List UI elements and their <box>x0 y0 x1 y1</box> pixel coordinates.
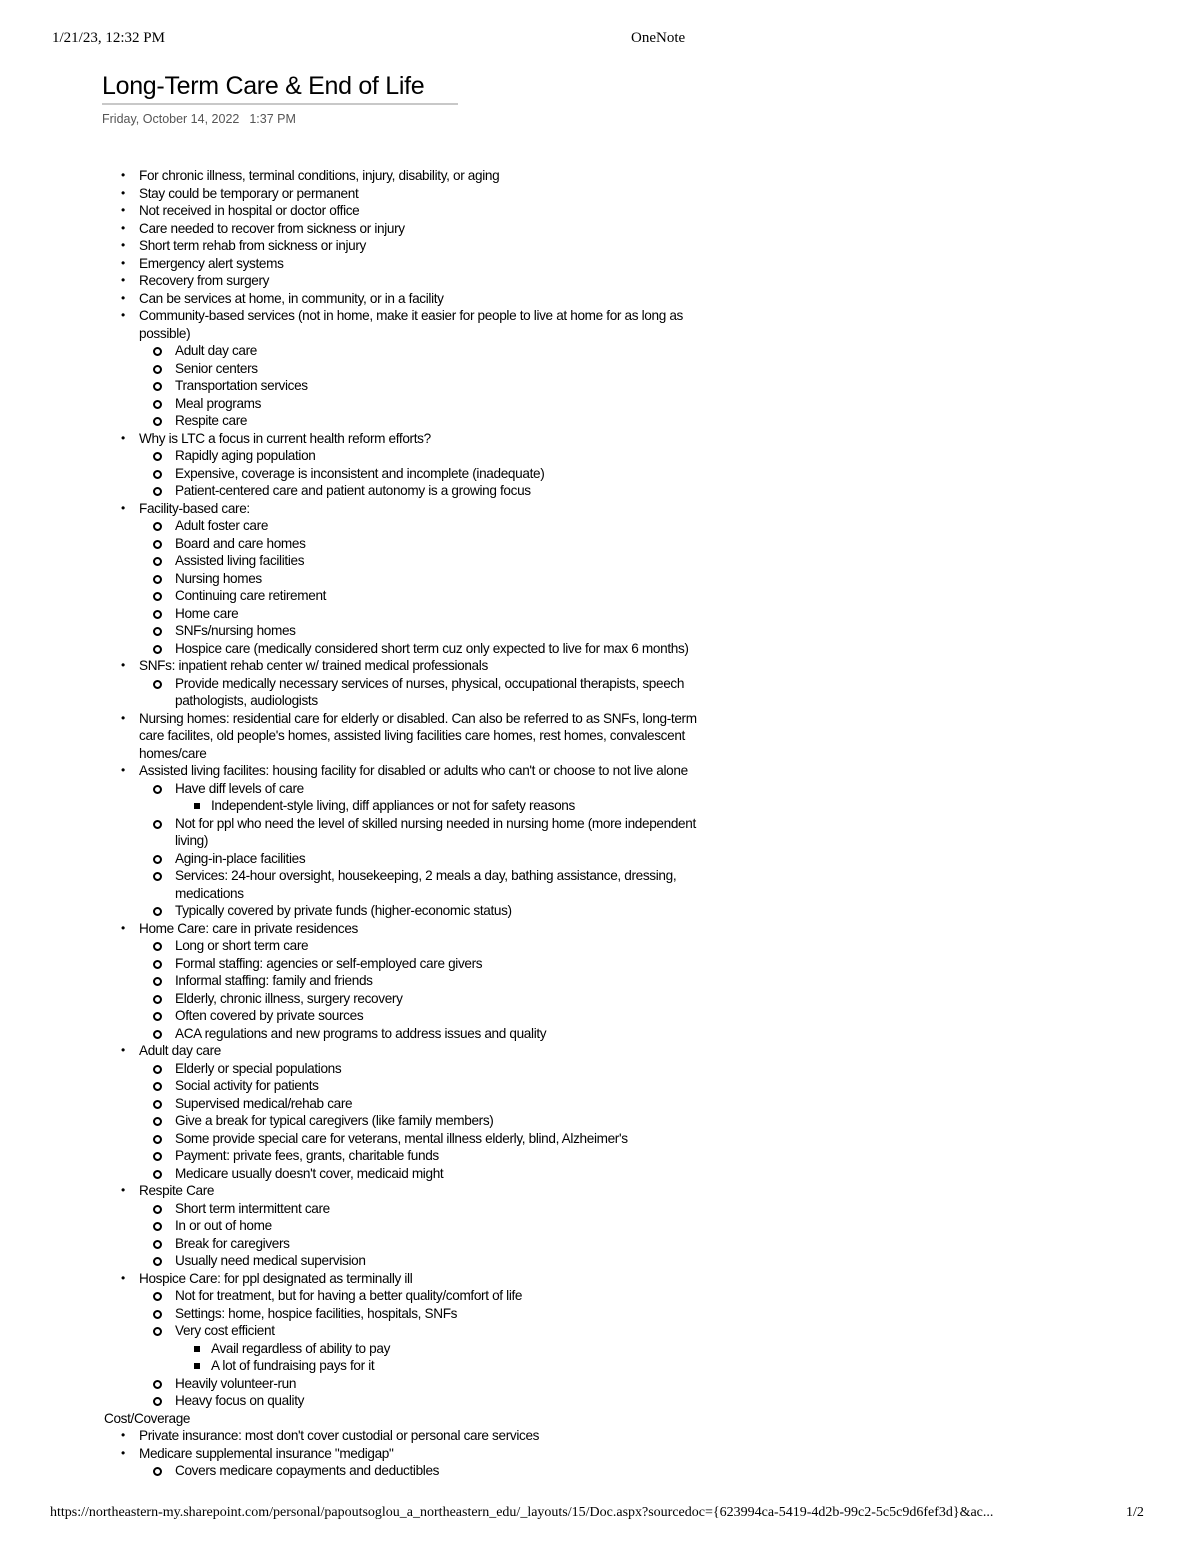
note-text: SNFs: inpatient rehab center w/ trained medical professionals <box>139 658 488 673</box>
note-item-level-2 <box>0 517 1200 535</box>
note-item-level-1 <box>0 202 1200 220</box>
note-text: Meal programs <box>175 395 262 411</box>
note-text: Nursing homes: residential care for elderly or disabled. Can also be referred to as SNFs, long-term care facilites, old people's homes, assisted living facilities care homes, rest homes, convalescent homes/care <box>139 710 697 761</box>
page-time: 1:37 PM <box>249 112 296 126</box>
note-text: Nursing homes <box>175 570 262 586</box>
note-item-level-2 <box>0 552 1200 570</box>
bullet-dot-icon: • <box>121 168 125 182</box>
bullet-circle-icon <box>153 1117 162 1126</box>
note-text: Home Care: care in private residences <box>139 920 359 936</box>
bullet-dot-icon: • <box>121 500 125 515</box>
note-text: Break for caregivers <box>175 1235 290 1251</box>
note-item-level-2 <box>0 1130 705 1148</box>
note-text: Care needed to recover from sickness or injury <box>139 220 405 236</box>
note-item-level-3 <box>0 1340 1200 1358</box>
note-text: Medicare supplemental insurance "medigap" <box>139 1445 394 1461</box>
note-item-level-1 <box>0 657 1200 675</box>
bullet-circle-icon <box>153 1397 162 1406</box>
note-text: Social activity for patients <box>175 1078 319 1093</box>
bullet-circle-icon <box>153 627 162 636</box>
note-text: Adult foster care <box>175 518 269 533</box>
bullet-circle-icon <box>153 960 162 969</box>
bullet-dot-icon: • <box>121 290 125 305</box>
note-text: Typically covered by private funds (higher-economic status) <box>175 903 512 918</box>
note-text: Facility-based care: <box>139 500 250 516</box>
bullet-circle-icon <box>153 452 162 461</box>
note-text: Usually need medical supervision <box>175 1253 366 1268</box>
bullet-dot-icon: • <box>121 238 125 252</box>
note-item-level-1 <box>0 255 1200 273</box>
note-item-level-1 <box>0 290 1200 308</box>
note-text: Not for treatment, but for having a better quality/comfort of life <box>175 1288 523 1303</box>
print-page-number: 1/2 <box>1126 1505 1144 1520</box>
note-item-level-2 <box>0 360 1200 378</box>
note-item-level-2 <box>0 605 1200 623</box>
note-text: Patient-centered care and patient autonomy is a growing focus <box>175 483 531 498</box>
note-text: Adult day care <box>139 1043 221 1058</box>
note-item-level-2 <box>0 1305 1200 1323</box>
note-item-level-1 <box>0 307 704 342</box>
note-text: For chronic illness, terminal conditions, injury, disability, or aging <box>139 168 500 183</box>
note-text: Hospice care (medically considered short term cuz only expected to live for max 6 months) <box>175 640 689 656</box>
note-text: Long or short term care <box>175 938 309 953</box>
note-item-level-2 <box>0 447 1200 465</box>
note-text: Respite care <box>175 413 248 428</box>
bullet-dot-icon: • <box>121 185 125 200</box>
print-datetime: 1/21/23, 12:32 PM <box>52 30 165 46</box>
bullet-circle-icon <box>153 540 162 549</box>
note-item-level-1 <box>0 167 1200 185</box>
note-text: Provide medically necessary services of nurses, physical, occupational therapists, speech pathologists, audiologists <box>175 675 685 708</box>
bullet-dot-icon: • <box>121 203 125 217</box>
note-text: ACA regulations and new programs to address issues and quality <box>175 1025 547 1041</box>
bullet-circle-icon <box>153 1205 162 1214</box>
note-item-level-2 <box>0 1235 1200 1253</box>
note-item-level-1 <box>0 1427 1200 1445</box>
note-item-level-2 <box>0 1095 1200 1113</box>
note-text: Can be services at home, in community, or in a facility <box>139 290 444 306</box>
note-item-level-2 <box>0 482 1200 500</box>
note-text: Community-based services (not in home, make it easier for people to live at home for as long as possible) <box>139 308 684 341</box>
note-text: Elderly or special populations <box>175 1060 342 1076</box>
note-text: Settings: home, hospice facilities, hospitals, SNFs <box>175 1305 458 1321</box>
bullet-dot-icon: • <box>121 430 125 445</box>
bullet-circle-icon <box>153 1222 162 1231</box>
bullet-circle-icon <box>153 1065 162 1074</box>
note-text: Emergency alert systems <box>139 255 284 271</box>
note-text: Private insurance: most don't cover custodial or personal care services <box>139 1428 540 1443</box>
bullet-circle-icon <box>153 1135 162 1144</box>
note-heading <box>0 1410 1200 1428</box>
note-item-level-2 <box>0 1392 1200 1410</box>
note-text: SNFs/nursing homes <box>175 623 296 638</box>
note-text: Short term intermittent care <box>175 1200 330 1216</box>
note-text: Have diff levels of care <box>175 780 304 796</box>
note-item-level-1 <box>0 272 1200 290</box>
note-text: Respite Care <box>139 1183 215 1198</box>
note-text: Transportation services <box>175 378 308 393</box>
note-text: Formal staffing: agencies or self-employed care givers <box>175 955 483 971</box>
note-item-level-1 <box>0 237 1200 255</box>
bullet-circle-icon <box>153 487 162 496</box>
note-item-level-2 <box>0 412 1200 430</box>
note-item-level-2 <box>0 1322 1200 1340</box>
bullet-circle-icon <box>153 680 162 689</box>
note-item-level-2 <box>0 1217 1200 1235</box>
note-item-level-1 <box>0 185 1200 203</box>
note-text: Informal staffing: family and friends <box>175 973 373 988</box>
note-item-level-2 <box>0 955 1200 973</box>
bullet-square-icon <box>194 1346 200 1352</box>
note-text: Give a break for typical caregivers (like family members) <box>175 1113 494 1128</box>
note-text: Short term rehab from sickness or injury <box>139 238 366 253</box>
bullet-circle-icon <box>153 820 162 829</box>
bullet-square-icon <box>194 803 200 809</box>
bullet-circle-icon <box>153 1012 162 1021</box>
note-text: Services: 24-hour oversight, housekeeping, 2 meals a day, bathing assistance, dressing, medications <box>175 868 677 901</box>
note-item-level-2 <box>0 780 1200 798</box>
note-item-level-3 <box>0 1357 1200 1375</box>
bullet-circle-icon <box>153 592 162 601</box>
note-item-level-1 <box>0 1270 1200 1288</box>
note-text: Stay could be temporary or permanent <box>139 185 359 201</box>
note-item-level-1 <box>0 1182 1200 1200</box>
note-text: Some provide special care for veterans, mental illness elderly, blind, Alzheimer's <box>175 1130 628 1146</box>
note-text: Cost/Coverage <box>104 1410 191 1426</box>
bullet-circle-icon <box>153 417 162 426</box>
note-item-level-1 <box>0 430 1200 448</box>
bullet-circle-icon <box>153 557 162 566</box>
bullet-circle-icon <box>153 347 162 356</box>
bullet-dot-icon: • <box>121 273 125 287</box>
note-text: Heavy focus on quality <box>175 1393 305 1408</box>
bullet-dot-icon: • <box>121 220 125 235</box>
note-text: Board and care homes <box>175 535 306 551</box>
note-text: Payment: private fees, grants, charitable funds <box>175 1148 439 1163</box>
note-item-level-2 <box>0 1200 1200 1218</box>
note-text: Covers medicare copayments and deductibles <box>175 1463 440 1478</box>
bullet-circle-icon <box>153 400 162 409</box>
bullet-circle-icon <box>153 1240 162 1249</box>
notes-outline <box>0 167 1200 1480</box>
note-text: Rapidly aging population <box>175 448 316 463</box>
note-text: A lot of fundraising pays for it <box>211 1358 375 1373</box>
note-item-level-2 <box>0 1147 1200 1165</box>
note-text: Aging-in-place facilities <box>175 850 306 866</box>
note-text: Why is LTC a focus in current health reform efforts? <box>139 430 431 446</box>
note-item-level-2 <box>0 622 1200 640</box>
print-app-name: OneNote <box>631 30 686 46</box>
note-item-level-1 <box>0 1445 1200 1463</box>
bullet-circle-icon <box>153 1030 162 1039</box>
note-text: Not for ppl who need the level of skilled nursing needed in nursing home (more independent living) <box>175 815 696 848</box>
note-item-level-2 <box>0 675 705 710</box>
bullet-circle-icon <box>153 1100 162 1109</box>
bullet-circle-icon <box>153 1467 162 1476</box>
note-item-level-2 <box>0 1165 1200 1183</box>
bullet-circle-icon <box>153 1327 162 1336</box>
note-item-level-2 <box>0 342 1200 360</box>
note-item-level-2 <box>0 1375 1200 1393</box>
bullet-circle-icon <box>153 942 162 951</box>
note-item-level-2 <box>0 815 705 850</box>
bullet-dot-icon: • <box>121 763 125 777</box>
bullet-circle-icon <box>153 1310 162 1319</box>
note-text: Recovery from surgery <box>139 273 270 288</box>
note-text: Supervised medical/rehab care <box>175 1095 353 1111</box>
note-text: Heavily volunteer-run <box>175 1375 297 1391</box>
note-item-level-2 <box>0 1025 1200 1043</box>
note-item-level-2 <box>0 1077 1200 1095</box>
bullet-circle-icon <box>153 1082 162 1091</box>
bullet-circle-icon <box>153 575 162 584</box>
note-text: In or out of home <box>175 1218 272 1233</box>
bullet-square-icon <box>194 1363 200 1369</box>
note-item-level-2 <box>0 867 705 902</box>
bullet-dot-icon: • <box>121 1445 125 1460</box>
note-item-level-1 <box>0 920 1200 938</box>
note-item-level-2 <box>0 1287 1200 1305</box>
note-item-level-1 <box>0 1042 1200 1060</box>
bullet-dot-icon: • <box>121 710 125 725</box>
note-item-level-2 <box>0 1007 1200 1025</box>
note-item-level-2 <box>0 972 1200 990</box>
bullet-dot-icon: • <box>121 1183 125 1197</box>
bullet-dot-icon: • <box>121 308 125 322</box>
bullet-circle-icon <box>153 522 162 531</box>
note-text: Assisted living facilities <box>175 553 305 568</box>
note-item-level-2 <box>0 640 705 658</box>
note-item-level-2 <box>0 1252 1200 1270</box>
note-item-level-1 <box>0 220 1200 238</box>
bullet-circle-icon <box>153 907 162 916</box>
note-text: Avail regardless of ability to pay <box>211 1340 391 1356</box>
note-text: Very cost efficient <box>175 1323 275 1338</box>
bullet-circle-icon <box>153 470 162 479</box>
note-item-level-2 <box>0 535 1200 553</box>
note-text: Continuing care retirement <box>175 588 327 603</box>
bullet-circle-icon <box>153 645 162 654</box>
bullet-circle-icon <box>153 1380 162 1389</box>
bullet-circle-icon <box>153 872 162 881</box>
note-text: Hospice Care: for ppl designated as terminally ill <box>139 1270 413 1286</box>
note-item-level-2 <box>0 570 1200 588</box>
bullet-dot-icon: • <box>121 658 125 672</box>
note-item-level-1 <box>0 762 704 780</box>
note-item-level-2 <box>0 1112 1200 1130</box>
note-text: Assisted living facilites: housing facility for disabled or adults who can't or choose to not live alone <box>139 763 688 778</box>
bullet-circle-icon <box>153 1292 162 1301</box>
page-title: Long-Term Care & End of Life <box>102 72 458 105</box>
note-item-level-2 <box>0 850 1200 868</box>
note-text: Senior centers <box>175 360 258 376</box>
note-text: Often covered by private sources <box>175 1008 364 1023</box>
bullet-dot-icon: • <box>121 255 125 270</box>
bullet-circle-icon <box>153 1257 162 1266</box>
note-item-level-2 <box>0 395 1200 413</box>
note-item-level-2 <box>0 377 1200 395</box>
note-text: Home care <box>175 605 239 621</box>
bullet-circle-icon <box>153 365 162 374</box>
bullet-circle-icon <box>153 977 162 986</box>
note-item-level-2 <box>0 465 1200 483</box>
note-item-level-2 <box>0 937 1200 955</box>
bullet-circle-icon <box>153 1152 162 1161</box>
bullet-circle-icon <box>153 855 162 864</box>
note-item-level-2 <box>0 1462 1200 1480</box>
bullet-circle-icon <box>153 382 162 391</box>
bullet-circle-icon <box>153 995 162 1004</box>
bullet-circle-icon <box>153 1170 162 1179</box>
bullet-dot-icon: • <box>121 1043 125 1057</box>
note-text: Independent-style living, diff appliances or not for safety reasons <box>211 798 575 813</box>
print-url: https://northeastern-my.sharepoint.com/personal/papoutsoglou_a_northeastern_edu/_layouts/15/Doc.aspx?sourcedoc={623994ca-5419-4d2b-99c2-5c5c9d6fef3d}&ac... <box>50 1505 994 1520</box>
page-datetime <box>102 112 296 126</box>
bullet-circle-icon <box>153 610 162 619</box>
bullet-dot-icon: • <box>121 1428 125 1442</box>
note-item-level-1 <box>0 500 1200 518</box>
page-date: Friday, October 14, 2022 <box>102 112 240 126</box>
note-item-level-1 <box>0 710 704 763</box>
note-text: Medicare usually doesn't cover, medicaid might <box>175 1165 444 1181</box>
note-text: Adult day care <box>175 343 257 358</box>
bullet-dot-icon: • <box>121 920 125 935</box>
note-item-level-2 <box>0 587 1200 605</box>
bullet-dot-icon: • <box>121 1270 125 1285</box>
note-item-level-2 <box>0 1060 1200 1078</box>
note-text: Not received in hospital or doctor office <box>139 203 360 218</box>
note-item-level-3 <box>0 797 1200 815</box>
note-item-level-2 <box>0 902 1200 920</box>
note-text: Expensive, coverage is inconsistent and incomplete (inadequate) <box>175 465 545 481</box>
note-item-level-2 <box>0 990 1200 1008</box>
note-text: Elderly, chronic illness, surgery recovery <box>175 990 403 1006</box>
bullet-circle-icon <box>153 785 162 794</box>
